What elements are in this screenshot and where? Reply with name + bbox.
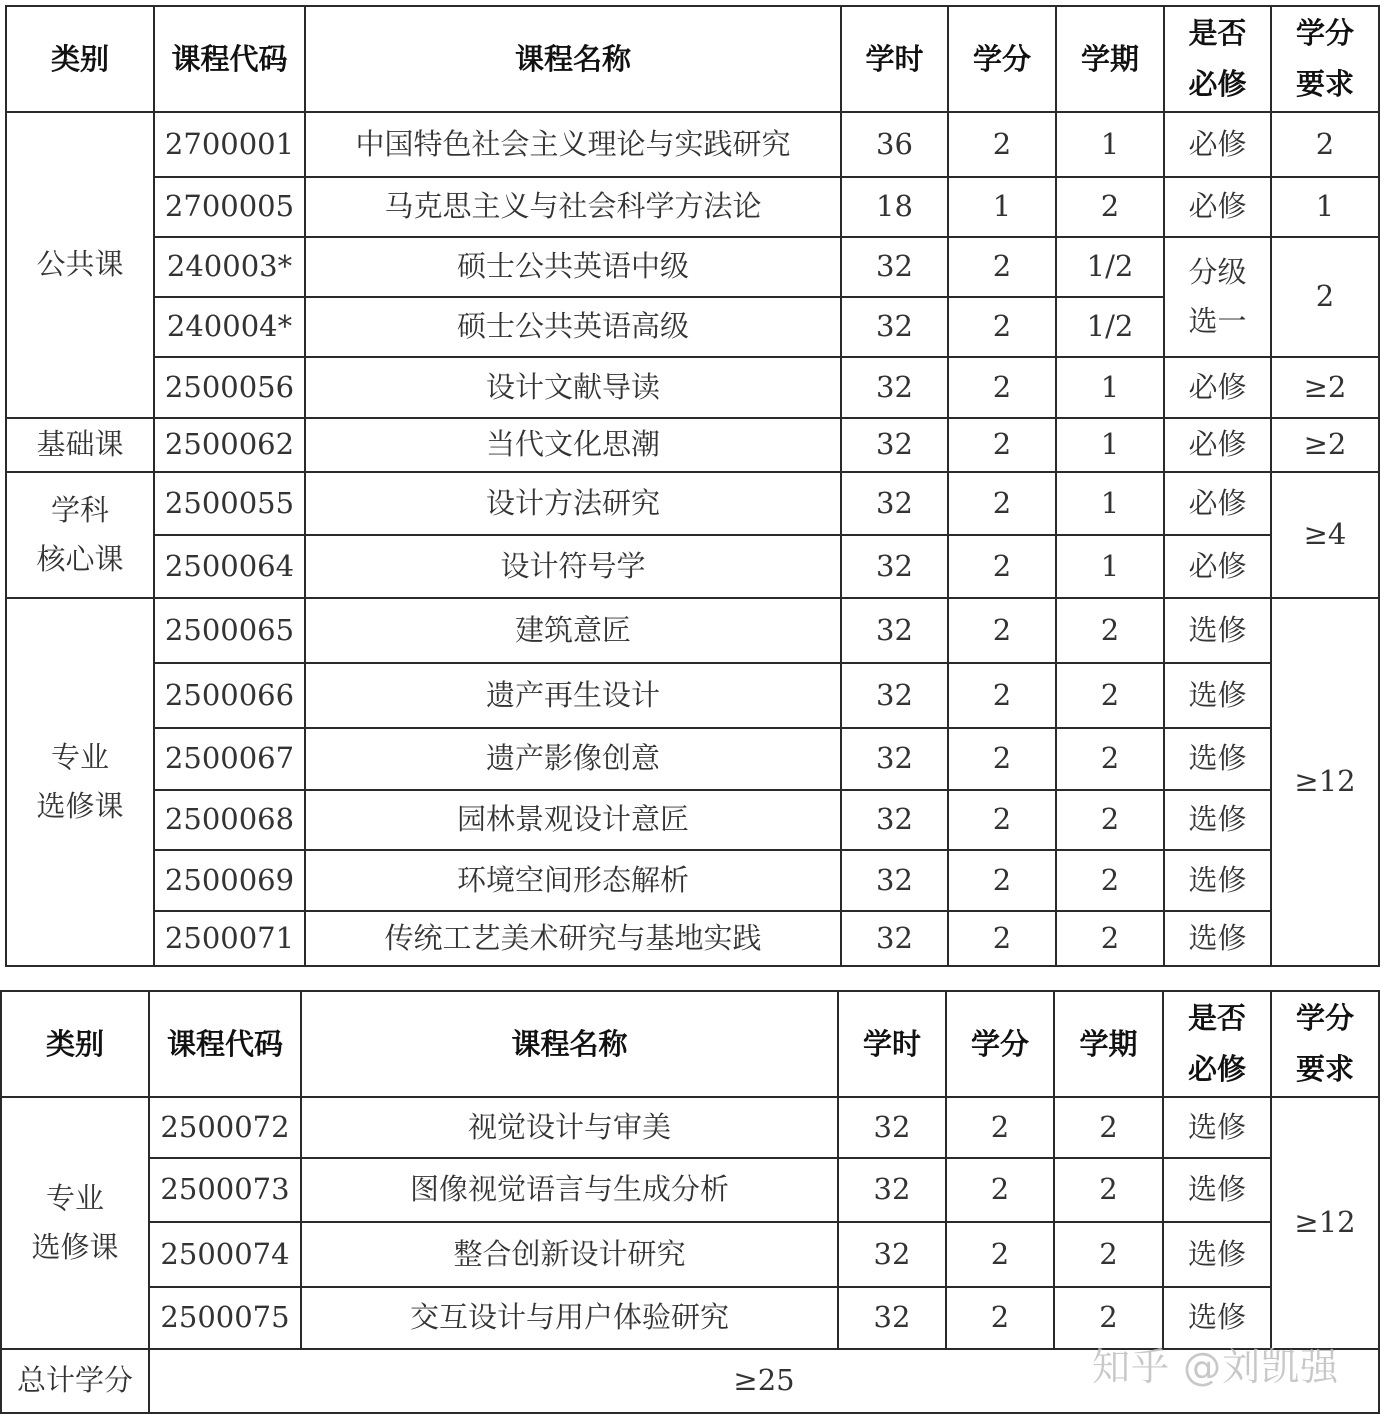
credits: 2: [946, 1222, 1054, 1287]
credits: 2: [948, 112, 1056, 177]
hours: 32: [841, 297, 948, 357]
header-course-code: 课程代码: [154, 6, 305, 112]
header-term: 学期: [1054, 991, 1163, 1097]
category-cell: 专业 选修课: [6, 598, 154, 966]
course-name: 交互设计与用户体验研究: [301, 1287, 838, 1349]
total-value: ≥25: [149, 1349, 1379, 1413]
header-row: [1, 991, 1379, 1097]
course-code: 2500062: [154, 418, 305, 472]
term: 1: [1056, 112, 1164, 177]
table-row: [6, 418, 1379, 472]
term: 2: [1056, 663, 1164, 728]
table-row: [1, 1222, 1379, 1287]
required-status: 选修: [1164, 911, 1271, 966]
table-row: [6, 850, 1379, 911]
required-status: 选修: [1163, 1158, 1271, 1222]
credit-requirement: ≥12: [1271, 1097, 1379, 1349]
term: 2: [1054, 1158, 1163, 1222]
term: 2: [1056, 790, 1164, 850]
table-row: [6, 112, 1379, 177]
table-row: [1, 1158, 1379, 1222]
credit-requirement: 1: [1271, 177, 1379, 237]
course-name: 视觉设计与审美: [301, 1097, 838, 1158]
hours: 32: [841, 535, 948, 598]
required-status: 选修: [1164, 598, 1271, 663]
header-term: 学期: [1056, 6, 1164, 112]
hours: 32: [841, 728, 948, 790]
course-name: 马克思主义与社会科学方法论: [305, 177, 841, 237]
credits: 2: [948, 728, 1056, 790]
total-label: 总计学分: [1, 1349, 149, 1413]
required-status: 选修: [1164, 790, 1271, 850]
credits: 2: [948, 535, 1056, 598]
required-status: 选修: [1164, 728, 1271, 790]
required-status: 必修: [1164, 418, 1271, 472]
header-required: 是否 必修: [1163, 991, 1271, 1097]
course-name: 设计文献导读: [305, 357, 841, 418]
hours: 32: [841, 663, 948, 728]
credits: 2: [948, 472, 1056, 535]
term: 2: [1056, 598, 1164, 663]
course-name: 遗产再生设计: [305, 663, 841, 728]
course-code: 2500075: [149, 1287, 301, 1349]
table-row: [6, 728, 1379, 790]
course-code: 2500071: [154, 911, 305, 966]
course-name: 环境空间形态解析: [305, 850, 841, 911]
credit-requirement: ≥2: [1271, 418, 1379, 472]
course-name: 园林景观设计意匠: [305, 790, 841, 850]
watermark: 知乎 @刘凯强: [1092, 1345, 1340, 1389]
table-row: [6, 598, 1379, 663]
credit-requirement: 2: [1271, 112, 1379, 177]
term: 1: [1056, 472, 1164, 535]
credits: 2: [948, 911, 1056, 966]
hours: 32: [841, 237, 948, 297]
table-row: [6, 472, 1379, 535]
table-row: [6, 911, 1379, 966]
category-cell: 公共课: [6, 112, 154, 418]
credit-requirement: ≥12: [1271, 598, 1379, 966]
required-status: 必修: [1164, 177, 1271, 237]
term: 1/2: [1056, 297, 1164, 357]
category-cell: 学科 核心课: [6, 472, 154, 598]
term: 2: [1056, 850, 1164, 911]
course-name: 硕士公共英语高级: [305, 297, 841, 357]
course-name: 设计符号学: [305, 535, 841, 598]
course-code: 2700005: [154, 177, 305, 237]
course-table-1: [5, 5, 1380, 967]
credit-requirement: ≥2: [1271, 357, 1379, 418]
course-name: 当代文化思潮: [305, 418, 841, 472]
course-code: 2500067: [154, 728, 305, 790]
credits: 2: [946, 1287, 1054, 1349]
hours: 32: [841, 850, 948, 911]
hours: 18: [841, 177, 948, 237]
credits: 2: [948, 418, 1056, 472]
term: 1/2: [1056, 237, 1164, 297]
hours: 32: [841, 357, 948, 418]
course-name: 整合创新设计研究: [301, 1222, 838, 1287]
credits: 2: [948, 297, 1056, 357]
table-row: [6, 177, 1379, 237]
credits: 2: [946, 1158, 1054, 1222]
required-status: 必修: [1164, 535, 1271, 598]
term: 2: [1056, 177, 1164, 237]
hours: 32: [838, 1287, 946, 1349]
course-code: 2500074: [149, 1222, 301, 1287]
course-code: 2500069: [154, 850, 305, 911]
course-code: 2500065: [154, 598, 305, 663]
course-name: 遗产影像创意: [305, 728, 841, 790]
table-row: [6, 237, 1379, 297]
course-code: 2500068: [154, 790, 305, 850]
hours: 32: [838, 1158, 946, 1222]
header-category: 类别: [1, 991, 149, 1097]
category-cell: 专业 选修课: [1, 1097, 149, 1349]
header-course-code: 课程代码: [149, 991, 301, 1097]
header-course-name: 课程名称: [305, 6, 841, 112]
course-name: 传统工艺美术研究与基地实践: [305, 911, 841, 966]
hours: 32: [841, 418, 948, 472]
credit-requirement: 2: [1271, 237, 1379, 357]
required-status: 选修: [1164, 850, 1271, 911]
table-row: [1, 1097, 1379, 1158]
header-credit-requirement: 学分 要求: [1271, 6, 1379, 112]
course-name: 图像视觉语言与生成分析: [301, 1158, 838, 1222]
hours: 32: [841, 790, 948, 850]
required-status: 选修: [1164, 663, 1271, 728]
credits: 2: [946, 1097, 1054, 1158]
term: 2: [1056, 911, 1164, 966]
credits: 1: [948, 177, 1056, 237]
term: 1: [1056, 357, 1164, 418]
required-status: 选修: [1163, 1097, 1271, 1158]
course-name: 建筑意匠: [305, 598, 841, 663]
course-code: 2500056: [154, 357, 305, 418]
term: 2: [1056, 728, 1164, 790]
hours: 32: [838, 1097, 946, 1158]
table-row: [6, 357, 1379, 418]
required-status: 选修: [1163, 1222, 1271, 1287]
header-hours: 学时: [838, 991, 946, 1097]
header-course-name: 课程名称: [301, 991, 838, 1097]
header-credits: 学分: [948, 6, 1056, 112]
course-code: 240004*: [154, 297, 305, 357]
term: 2: [1054, 1222, 1163, 1287]
required-status: 必修: [1164, 357, 1271, 418]
term: 1: [1056, 418, 1164, 472]
term: 2: [1054, 1097, 1163, 1158]
course-code: 2500055: [154, 472, 305, 535]
course-code: 2500072: [149, 1097, 301, 1158]
hours: 32: [841, 911, 948, 966]
hours: 36: [841, 112, 948, 177]
header-hours: 学时: [841, 6, 948, 112]
required-status: 必修: [1164, 112, 1271, 177]
credits: 2: [948, 357, 1056, 418]
credits: 2: [948, 237, 1056, 297]
course-code: 2500064: [154, 535, 305, 598]
hours: 32: [841, 598, 948, 663]
table-row: [6, 663, 1379, 728]
course-name: 设计方法研究: [305, 472, 841, 535]
category-cell: 基础课: [6, 418, 154, 472]
credits: 2: [948, 663, 1056, 728]
course-code: 2500073: [149, 1158, 301, 1222]
term: 1: [1056, 535, 1164, 598]
table-row: [6, 535, 1379, 598]
header-credit-requirement: 学分 要求: [1271, 991, 1379, 1097]
hours: 32: [838, 1222, 946, 1287]
term: 2: [1054, 1287, 1163, 1349]
hours: 32: [841, 472, 948, 535]
credits: 2: [948, 790, 1056, 850]
course-code: 2700001: [154, 112, 305, 177]
header-row: [6, 6, 1379, 112]
course-code: 240003*: [154, 237, 305, 297]
header-credits: 学分: [946, 991, 1054, 1097]
table-row: [6, 790, 1379, 850]
required-status: 必修: [1164, 472, 1271, 535]
required-status: 选修: [1163, 1287, 1271, 1349]
course-name: 中国特色社会主义理论与实践研究: [305, 112, 841, 177]
credits: 2: [948, 598, 1056, 663]
header-required: 是否 必修: [1164, 6, 1271, 112]
course-code: 2500066: [154, 663, 305, 728]
course-name: 硕士公共英语中级: [305, 237, 841, 297]
required-status: 分级 选一: [1164, 237, 1271, 357]
header-category: 类别: [6, 6, 154, 112]
credit-requirement: ≥4: [1271, 472, 1379, 598]
credits: 2: [948, 850, 1056, 911]
